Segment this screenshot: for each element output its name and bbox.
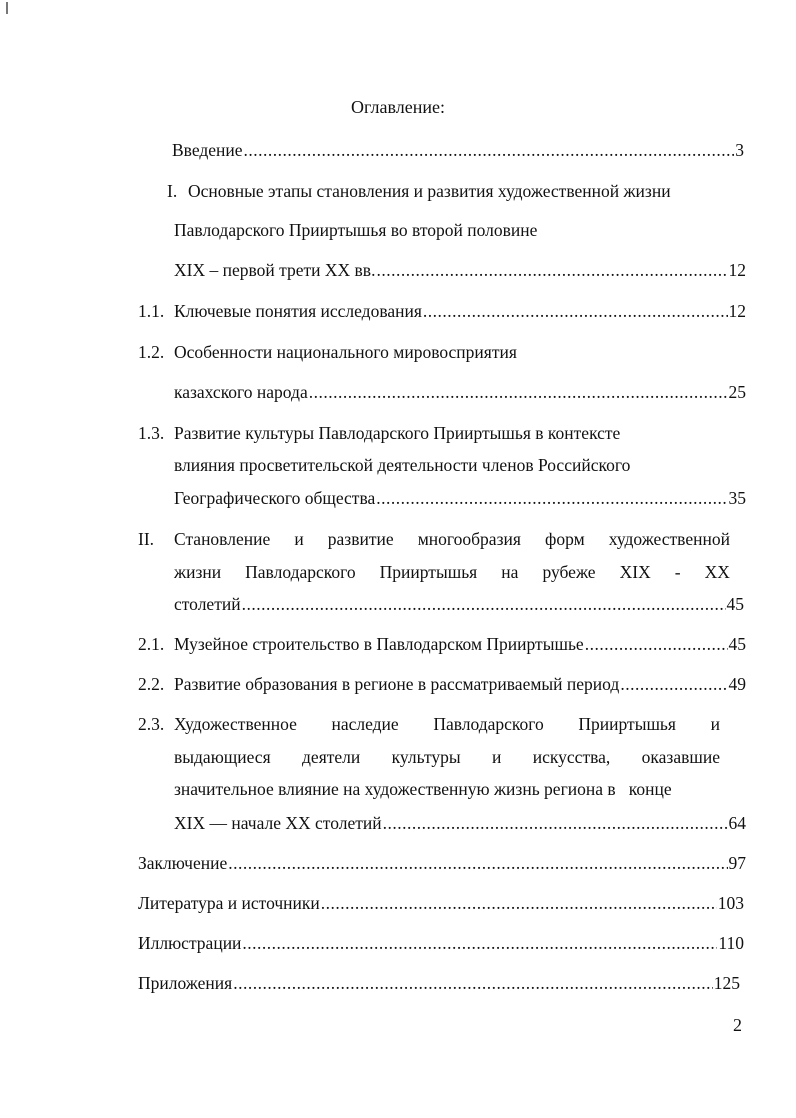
word: Художественное — [174, 714, 297, 734]
section-number: 1.2. — [138, 342, 165, 362]
toc-entry-label: XIX — начале XX столетий — [174, 813, 382, 833]
section-title-line: Развитие культуры Павлодарского Прииртышья в контексте — [174, 423, 621, 443]
section-title-line: влияния просветительской деятельности членов Российского — [174, 455, 631, 475]
toc-entry-label: Приложения — [138, 973, 233, 993]
toc-entry-page: 110 — [718, 933, 744, 953]
section-title-line — [174, 713, 720, 735]
section-title-line: значительное влияние на художественную жизнь региона в конце — [174, 779, 672, 799]
toc-entry-2-2 — [174, 673, 746, 695]
scan-mark — [6, 2, 8, 14]
section-number: 1.3. — [138, 423, 165, 443]
chapter-title-line — [174, 561, 730, 583]
toc-entry-page: 12 — [728, 301, 746, 321]
toc-entry-appendices — [138, 972, 740, 994]
leader-dots — [620, 673, 727, 695]
word: выдающиеся — [174, 747, 271, 767]
word: XIX — [619, 562, 651, 582]
toc-entry-page: 25 — [728, 382, 746, 402]
word: многообразия — [417, 529, 521, 549]
toc-entry-label: Иллюстрации — [138, 933, 242, 953]
word: жизни — [174, 562, 222, 582]
toc-entry-page: 12 — [728, 260, 746, 280]
leader-dots — [242, 932, 717, 954]
section-title-line: Особенности национального мировосприятия — [174, 342, 517, 362]
leader-dots — [321, 892, 717, 914]
toc-entry-page: 103 — [717, 893, 744, 913]
toc-entry-label: Географического общества — [174, 488, 376, 508]
toc-entry-page: 97 — [728, 853, 746, 873]
toc-entry-1-3 — [174, 487, 746, 509]
leader-dots — [423, 300, 728, 322]
toc-entry-label: казахского народа — [174, 382, 308, 402]
chapter-title-line: Павлодарского Прииртышья во второй половине — [174, 220, 538, 240]
leader-dots — [309, 381, 728, 403]
toc-entry-label: Ключевые понятия исследования — [174, 301, 422, 321]
leader-dots — [233, 972, 713, 994]
word: и — [294, 529, 304, 549]
chapter-number: II. — [138, 529, 155, 549]
leader-dots — [376, 487, 727, 509]
toc-entry-literature — [138, 892, 744, 914]
toc-entry-intro — [172, 139, 744, 161]
leader-dots — [244, 139, 735, 161]
word: форм — [545, 529, 585, 549]
toc-entry-page: 3 — [735, 140, 744, 160]
toc-entry-label: Литература и источники — [138, 893, 320, 913]
word: деятели — [302, 747, 361, 767]
word: Прииртышья — [379, 562, 478, 582]
toc-entry-label: Введение — [172, 140, 243, 160]
word: Становление — [174, 529, 271, 549]
toc-entry-2-3 — [174, 812, 746, 834]
toc-entry-label: столетий — [174, 594, 241, 614]
chapter-number: I. — [167, 181, 178, 201]
leader-dots — [376, 259, 727, 281]
toc-entry-page: 35 — [728, 488, 746, 508]
toc-title: Оглавление: — [351, 97, 445, 117]
word: художественной — [608, 529, 730, 549]
toc-entry-1-2 — [174, 381, 746, 403]
toc-entry-illustrations — [138, 932, 744, 954]
word: - — [674, 562, 681, 582]
toc-entry-page: 45 — [728, 634, 746, 654]
section-number: 1.1. — [138, 301, 165, 321]
toc-entry-page: 49 — [728, 674, 746, 694]
leader-dots — [228, 852, 727, 874]
word: рубеже — [542, 562, 596, 582]
word: искусства, — [532, 747, 611, 767]
word: развитие — [327, 529, 394, 549]
word: XX — [704, 562, 730, 582]
section-number: 2.3. — [138, 714, 165, 734]
toc-entry-label: Музейное строительство в Павлодарском Прииртышье — [174, 634, 584, 654]
word: на — [501, 562, 519, 582]
word: и — [710, 714, 720, 734]
leader-dots — [383, 812, 728, 834]
section-number: 2.2. — [138, 674, 165, 694]
toc-entry-label: Развитие образования в регионе в рассматриваемый период — [174, 674, 620, 694]
leader-dots — [585, 633, 728, 655]
word: и — [492, 747, 502, 767]
toc-entry-chapter-1 — [174, 259, 746, 281]
toc-entry-page: 125 — [713, 973, 740, 993]
toc-entry-label: Заключение — [138, 853, 228, 873]
section-title-line — [174, 746, 720, 768]
section-number: 2.1. — [138, 634, 165, 654]
chapter-title-line: Основные этапы становления и развития художественной жизни — [188, 181, 671, 201]
toc-entry-label: XIX – первой трети XX вв. — [174, 260, 376, 280]
word: Павлодарского — [245, 562, 356, 582]
page-number: 2 — [733, 1015, 742, 1035]
word: наследие — [331, 714, 399, 734]
word: культуры — [391, 747, 461, 767]
word: Павлодарского — [433, 714, 544, 734]
toc-entry-page: 45 — [726, 594, 744, 614]
chapter-title-line — [174, 528, 730, 550]
word: оказавшие — [641, 747, 720, 767]
leader-dots — [242, 593, 726, 615]
toc-entry-page: 64 — [728, 813, 746, 833]
toc-entry-chapter-2 — [174, 593, 744, 615]
toc-entry-conclusion — [138, 852, 746, 874]
word: Прииртышья — [578, 714, 676, 734]
toc-entry-2-1 — [174, 633, 746, 655]
toc-entry-1-1 — [174, 300, 746, 322]
